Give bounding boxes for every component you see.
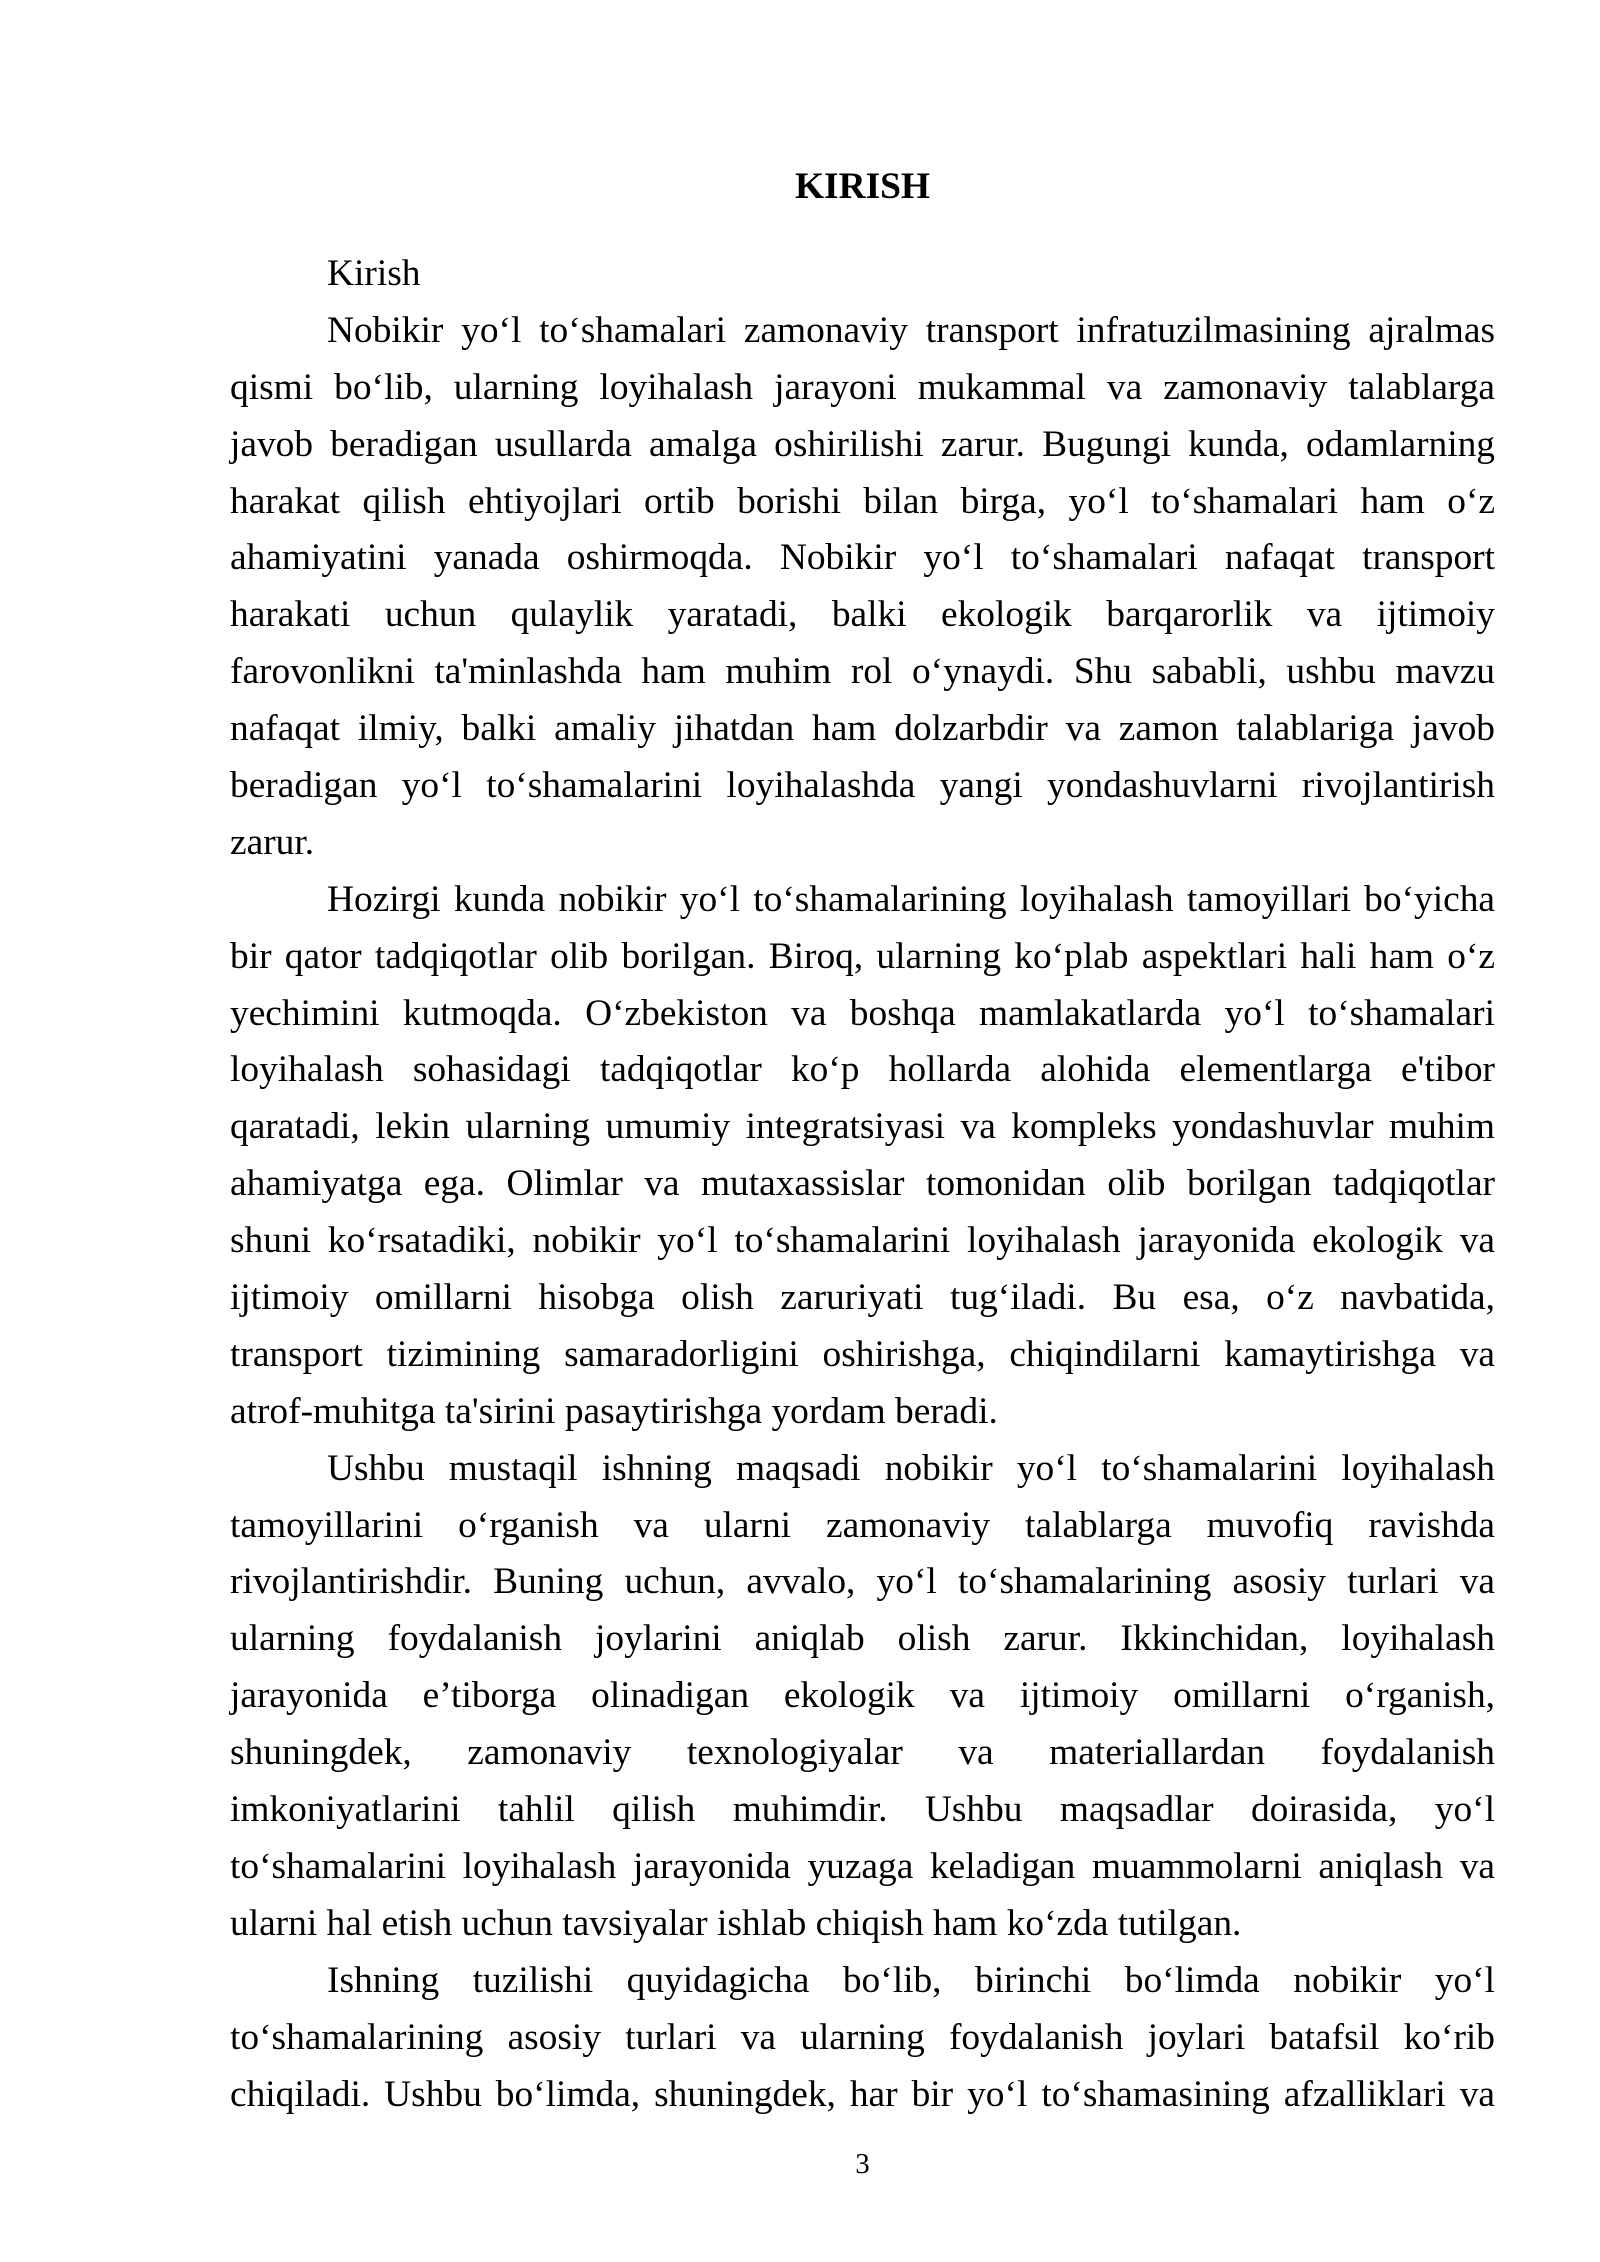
text-line: ahamiyatini yanada oshirmoqda. Nobikir yo‘l to‘shamalari nafaqat transport xyxy=(230,537,1495,579)
text-line: shuni ko‘rsatadiki, nobikir yo‘l to‘shamalarini loyihalash jarayonida ekologik va xyxy=(230,1220,1495,1262)
text-line: Hozirgi kunda nobikir yo‘l to‘shamalarining loyihalash tamoyillari bo‘yicha xyxy=(327,878,1495,920)
text-line: loyihalash sohasidagi tadqiqotlar ko‘p hollarda alohida elementlarga e'tibor xyxy=(230,1049,1495,1091)
text-line: javob beradigan usullarda amalga oshirilishi zarur. Bugungi kunda, odamlarning xyxy=(230,423,1495,465)
paragraph-2 xyxy=(230,872,1495,1441)
text-line: nafaqat ilmiy, balki amaliy jihatdan ham dolzarbdir va zamon talablariga javob xyxy=(230,708,1495,750)
text-line: qismi bo‘lib, ularning loyihalash jarayoni mukammal va zamonaviy talablarga xyxy=(230,366,1495,408)
section-subheading: Kirish xyxy=(327,253,421,294)
text-line: farovonlikni ta'minlashda ham muhim rol o‘ynaydi. Shu sababli, ushbu mavzu xyxy=(230,651,1495,693)
text-line: Ishning tuzilishi quyidagicha bo‘lib, birinchi bo‘limda nobikir yo‘l xyxy=(327,1959,1495,2001)
page-number: 3 xyxy=(855,2148,870,2180)
text-line: ularni hal etish uchun tavsiyalar ishlab chiqish ham ko‘zda tutilgan. xyxy=(230,1902,1242,1944)
page-title: KIRISH xyxy=(794,166,931,207)
text-line: tamoyillarini o‘rganish va ularni zamonaviy talablarga muvofiq ravishda xyxy=(230,1504,1495,1546)
document-body xyxy=(230,246,1495,2123)
text-line: shuningdek, zamonaviy texnologiyalar va materiallardan foydalanish xyxy=(230,1732,1495,1774)
text-line: qaratadi, lekin ularning umumiy integratsiyasi va kompleks yondashuvlar muhim xyxy=(230,1106,1495,1148)
text-line: harakati uchun qulaylik yaratadi, balki ekologik barqarorlik va ijtimoiy xyxy=(230,594,1495,636)
text-line: Ushbu mustaqil ishning maqsadi nobikir yo‘l to‘shamalarini loyihalash xyxy=(327,1447,1495,1489)
text-line: zarur. xyxy=(230,821,315,863)
text-line: chiqiladi. Ushbu bo‘limda, shuningdek, har bir yo‘l to‘shamasining afzalliklari va xyxy=(230,2073,1495,2115)
text-line: ijtimoiy omillarni hisobga olish zaruriyati tug‘iladi. Bu esa, o‘z navbatida, xyxy=(230,1277,1495,1319)
text-line: beradigan yo‘l to‘shamalarini loyihalashda yangi yondashuvlarni rivojlantirish xyxy=(230,765,1495,807)
text-line: ahamiyatga ega. Olimlar va mutaxassislar tomonidan olib borilgan tadqiqotlar xyxy=(230,1163,1495,1205)
text-line: transport tizimining samaradorligini oshirishga, chiqindilarni kamaytirishga va xyxy=(230,1333,1495,1375)
text-line: to‘shamalarini loyihalash jarayonida yuzaga keladigan muammolarni aniqlash va xyxy=(230,1845,1495,1887)
text-line: to‘shamalarining asosiy turlari va ularning foydalanish joylari batafsil ko‘rib xyxy=(230,2016,1495,2058)
text-line: imkoniyatlarini tahlil qilish muhimdir. Ushbu maqsadlar doirasida, yo‘l xyxy=(230,1789,1495,1831)
text-line: harakat qilish ehtiyojlari ortib borishi bilan birga, yo‘l to‘shamalari ham o‘z xyxy=(230,480,1495,522)
paragraph-3 xyxy=(230,1441,1495,1953)
text-line: yechimini kutmoqda. O‘zbekiston va boshqa mamlakatlarda yo‘l to‘shamalari xyxy=(230,992,1495,1034)
paragraph-1 xyxy=(230,303,1495,872)
text-line: Nobikir yo‘l to‘shamalari zamonaviy transport infratuzilmasining ajralmas xyxy=(327,309,1495,351)
text-line: ularning foydalanish joylarini aniqlab olish zarur. Ikkinchidan, loyihalash xyxy=(230,1618,1495,1660)
text-line: jarayonida e’tiborga olinadigan ekologik va ijtimoiy omillarni o‘rganish, xyxy=(230,1675,1495,1717)
text-line: bir qator tadqiqotlar olib borilgan. Biroq, ularning ko‘plab aspektlari hali ham o‘z xyxy=(230,935,1495,977)
text-line: rivojlantirishdir. Buning uchun, avvalo, yo‘l to‘shamalarining asosiy turlari va xyxy=(230,1561,1495,1603)
paragraph-4 xyxy=(230,1953,1495,2124)
text-line: atrof-muhitga ta'sirini pasaytirishga yordam beradi. xyxy=(230,1390,998,1432)
